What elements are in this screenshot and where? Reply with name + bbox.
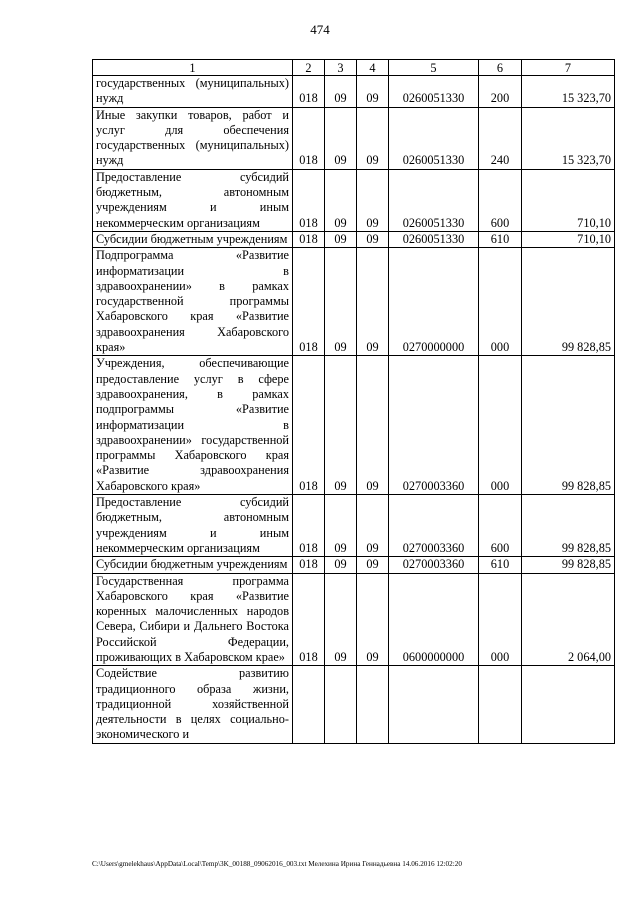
row-expense-type-cell: 000 — [479, 573, 522, 666]
footer-file-path: C:\Users\gmelekhaus\AppData\Local\Temp\3K_00188_09062016_003.txt Мелехина Ирина Геннадьевна 14.06.2016 12:02:20 — [92, 860, 462, 868]
row-subsection-cell — [357, 666, 389, 743]
row-expense-type-cell: 000 — [479, 356, 522, 495]
row-name-cell: Субсидии бюджетным учреждениям — [93, 231, 293, 247]
page-number: 474 — [310, 22, 330, 37]
row-amount-cell: 99 828,85 — [522, 557, 615, 573]
row-subsection-cell: 09 — [357, 573, 389, 666]
row-section-cell: 09 — [325, 557, 357, 573]
row-expense-type-cell: 600 — [479, 169, 522, 231]
row-section-cell: 09 — [325, 169, 357, 231]
row-amount-cell: 99 828,85 — [522, 356, 615, 495]
column-header: 5 — [389, 60, 479, 76]
row-subsection-cell: 09 — [357, 76, 389, 108]
row-subsection-cell: 09 — [357, 169, 389, 231]
table-row — [93, 231, 615, 247]
row-name-cell: государственных (муниципальных) нужд — [93, 76, 293, 108]
column-header: 4 — [357, 60, 389, 76]
table-row — [93, 76, 615, 108]
row-target-article-cell: 0260051330 — [389, 169, 479, 231]
row-subsection-cell: 09 — [357, 231, 389, 247]
row-name-cell: Учреждения, обеспечивающие предоставление услуг в сфере здравоохранения, в рамках подпрограммы «Развитие информатизации в здравоохранении» государственной программы Хабаровского края «Развитие здравоохранения Хабаровского края» — [93, 356, 293, 495]
column-header: 7 — [522, 60, 615, 76]
table-row — [93, 573, 615, 666]
table-row — [93, 169, 615, 231]
row-name-cell: Подпрограмма «Развитие информатизации в здравоохранении» в рамках государственной программы Хабаровского края «Развитие здравоохранения Хабаровского края» — [93, 248, 293, 356]
column-header: 2 — [293, 60, 325, 76]
row-expense-type-cell: 600 — [479, 495, 522, 557]
row-subsection-cell: 09 — [357, 557, 389, 573]
row-name-cell: Содействие развитию традиционного образа жизни, традиционной хозяйственной деятельности в целях социально-экономического и — [93, 666, 293, 743]
row-grbs-cell: 018 — [293, 356, 325, 495]
table-row — [93, 557, 615, 573]
row-grbs-cell: 018 — [293, 169, 325, 231]
row-grbs-cell: 018 — [293, 573, 325, 666]
row-section-cell: 09 — [325, 107, 357, 169]
row-section-cell: 09 — [325, 231, 357, 247]
row-section-cell: 09 — [325, 495, 357, 557]
column-header-row — [93, 60, 615, 76]
budget-table — [92, 59, 615, 744]
row-expense-type-cell: 240 — [479, 107, 522, 169]
row-amount-cell: 15 323,70 — [522, 107, 615, 169]
row-expense-type-cell: 610 — [479, 231, 522, 247]
row-expense-type-cell — [479, 666, 522, 743]
table-row — [93, 248, 615, 356]
row-section-cell: 09 — [325, 248, 357, 356]
row-amount-cell: 99 828,85 — [522, 495, 615, 557]
row-expense-type-cell: 610 — [479, 557, 522, 573]
row-section-cell: 09 — [325, 76, 357, 108]
row-amount-cell: 15 323,70 — [522, 76, 615, 108]
column-header: 1 — [93, 60, 293, 76]
row-section-cell: 09 — [325, 573, 357, 666]
row-name-cell: Государственная программа Хабаровского края «Развитие коренных малочисленных народов Севера, Сибири и Дальнего Востока Российской Федерации, проживающих в Хабаровском крае» — [93, 573, 293, 666]
column-header: 6 — [479, 60, 522, 76]
row-target-article-cell: 0260051330 — [389, 76, 479, 108]
row-grbs-cell: 018 — [293, 495, 325, 557]
row-section-cell: 09 — [325, 356, 357, 495]
row-target-article-cell: 0270003360 — [389, 356, 479, 495]
row-grbs-cell: 018 — [293, 557, 325, 573]
row-subsection-cell: 09 — [357, 107, 389, 169]
row-amount-cell: 710,10 — [522, 169, 615, 231]
row-grbs-cell: 018 — [293, 107, 325, 169]
row-expense-type-cell: 200 — [479, 76, 522, 108]
row-target-article-cell — [389, 666, 479, 743]
row-grbs-cell: 018 — [293, 76, 325, 108]
row-target-article-cell: 0270003360 — [389, 557, 479, 573]
row-target-article-cell: 0260051330 — [389, 231, 479, 247]
row-amount-cell: 710,10 — [522, 231, 615, 247]
row-grbs-cell — [293, 666, 325, 743]
row-subsection-cell: 09 — [357, 495, 389, 557]
row-grbs-cell: 018 — [293, 248, 325, 356]
row-section-cell — [325, 666, 357, 743]
row-subsection-cell: 09 — [357, 248, 389, 356]
table-row — [93, 356, 615, 495]
row-target-article-cell: 0270000000 — [389, 248, 479, 356]
row-amount-cell: 2 064,00 — [522, 573, 615, 666]
row-target-article-cell: 0270003360 — [389, 495, 479, 557]
table-row — [93, 107, 615, 169]
row-grbs-cell: 018 — [293, 231, 325, 247]
row-subsection-cell: 09 — [357, 356, 389, 495]
table-row — [93, 666, 615, 743]
row-target-article-cell: 0600000000 — [389, 573, 479, 666]
row-amount-cell: 99 828,85 — [522, 248, 615, 356]
row-target-article-cell: 0260051330 — [389, 107, 479, 169]
row-name-cell: Предоставление субсидий бюджетным, автономным учреждениям и иным некоммерческим организациям — [93, 169, 293, 231]
row-expense-type-cell: 000 — [479, 248, 522, 356]
row-name-cell: Предоставление субсидий бюджетным, автономным учреждениям и иным некоммерческим организациям — [93, 495, 293, 557]
column-header: 3 — [325, 60, 357, 76]
table-row — [93, 495, 615, 557]
row-amount-cell — [522, 666, 615, 743]
row-name-cell: Иные закупки товаров, работ и услуг для обеспечения государственных (муниципальных) нужд — [93, 107, 293, 169]
row-name-cell: Субсидии бюджетным учреждениям — [93, 557, 293, 573]
